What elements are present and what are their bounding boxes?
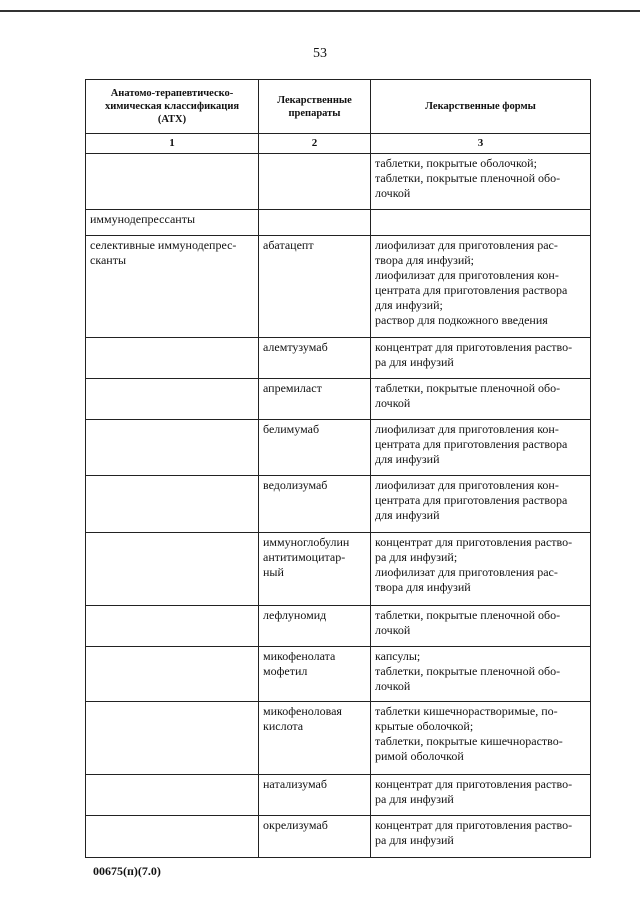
form-line: центрата для приготовления раствора xyxy=(375,283,568,297)
header-number-3: 3 xyxy=(371,134,591,154)
form-line: центрата для приготовления раствора xyxy=(375,437,568,451)
form-line: лиофилизат для приготовления рас- xyxy=(375,238,558,252)
header-number-1: 1 xyxy=(86,134,259,154)
form-line: таблетки, покрытые оболочкой; xyxy=(375,156,537,170)
form-line: лочкой xyxy=(375,186,411,200)
forms-cell xyxy=(371,647,591,702)
forms-cell xyxy=(371,154,591,210)
header-forms: Лекарственные формы xyxy=(371,80,591,134)
atc-cell xyxy=(86,533,259,606)
form-line: центрата для приготовления раствора xyxy=(375,493,568,507)
form-line: таблетки, покрытые пленочной обо- xyxy=(375,381,561,395)
form-line: таблетки, покрытые пленочной обо- xyxy=(375,608,561,622)
drug-cell: микофеноловая кислота xyxy=(259,702,371,775)
drug-cell xyxy=(259,210,371,236)
table-row xyxy=(86,379,591,420)
forms-cell xyxy=(371,702,591,775)
form-line: капсулы; xyxy=(375,649,421,663)
form-line: концентрат для приготовления раство- xyxy=(375,777,573,791)
form-line: твора для инфузий xyxy=(375,580,471,594)
drug-cell: алемтузумаб xyxy=(259,338,371,379)
forms-cell xyxy=(371,379,591,420)
atc-cell xyxy=(86,775,259,816)
form-line: концентрат для приготовления раство- xyxy=(375,818,573,832)
form-line: ра для инфузий xyxy=(375,833,454,847)
table-row xyxy=(86,702,591,775)
header-number-row xyxy=(86,134,591,154)
form-line: таблетки, покрытые кишечнораство- xyxy=(375,734,563,748)
forms-cell xyxy=(371,236,591,338)
atc-cell xyxy=(86,338,259,379)
atc-cell xyxy=(86,420,259,476)
atc-cell xyxy=(86,702,259,775)
table-row xyxy=(86,606,591,647)
table-row xyxy=(86,210,591,236)
forms-cell xyxy=(371,476,591,533)
form-line: таблетки кишечнорастворимые, по- xyxy=(375,704,558,718)
form-line: лочкой xyxy=(375,623,411,637)
form-line: лиофилизат для приготовления кон- xyxy=(375,478,559,492)
drug-cell xyxy=(259,154,371,210)
form-line: для инфузий xyxy=(375,508,440,522)
table-row xyxy=(86,647,591,702)
forms-cell xyxy=(371,606,591,647)
forms-cell xyxy=(371,338,591,379)
drug-cell: абатацепт xyxy=(259,236,371,338)
form-line: таблетки, покрытые пленочной обо- xyxy=(375,664,561,678)
form-line: лиофилизат для приготовления кон- xyxy=(375,268,559,282)
form-line: концентрат для приготовления раство- xyxy=(375,535,573,549)
atc-cell: иммунодепрессанты xyxy=(86,210,259,236)
table-row xyxy=(86,338,591,379)
form-line: твора для инфузий; xyxy=(375,253,475,267)
form-line: ра для инфузий; xyxy=(375,550,458,564)
atc-cell xyxy=(86,379,259,420)
header-number-2: 2 xyxy=(259,134,371,154)
form-line: ра для инфузий xyxy=(375,792,454,806)
form-line: таблетки, покрытые пленочной обо- xyxy=(375,171,561,185)
drug-cell: иммуноглобулин антитимоцитар-ный xyxy=(259,533,371,606)
forms-cell xyxy=(371,210,591,236)
table-row xyxy=(86,775,591,816)
table-row xyxy=(86,420,591,476)
drug-cell: окрелизумаб xyxy=(259,816,371,858)
form-line: лиофилизат для приготовления рас- xyxy=(375,565,558,579)
drug-cell: микофенолата мофетил xyxy=(259,647,371,702)
drug-cell: ведолизумаб xyxy=(259,476,371,533)
drug-cell: апремиласт xyxy=(259,379,371,420)
table-row xyxy=(86,236,591,338)
table-body xyxy=(86,154,591,858)
table-row xyxy=(86,816,591,858)
drug-cell: белимумаб xyxy=(259,420,371,476)
drug-cell: натализумаб xyxy=(259,775,371,816)
atc-cell: селективные иммунодепрес-сканты xyxy=(86,236,259,338)
atc-cell xyxy=(86,476,259,533)
forms-cell xyxy=(371,775,591,816)
form-line: ра для инфузий xyxy=(375,355,454,369)
form-line: лочкой xyxy=(375,396,411,410)
form-line: концентрат для приготовления раство- xyxy=(375,340,573,354)
form-line: лиофилизат для приготовления кон- xyxy=(375,422,559,436)
header-row xyxy=(86,80,591,134)
drug-cell: лефлуномид xyxy=(259,606,371,647)
form-line: для инфузий; xyxy=(375,298,443,312)
form-line: римой оболочкой xyxy=(375,749,464,763)
header-drugs: Лекарственные препараты xyxy=(259,80,371,134)
table-row xyxy=(86,476,591,533)
form-line: крытые оболочкой; xyxy=(375,719,474,733)
forms-cell xyxy=(371,420,591,476)
table-row xyxy=(86,154,591,210)
atc-cell xyxy=(86,816,259,858)
drug-table xyxy=(85,79,591,858)
atc-cell xyxy=(86,647,259,702)
top-rule xyxy=(0,10,640,12)
page-number: 53 xyxy=(313,46,327,61)
table-row xyxy=(86,533,591,606)
forms-cell xyxy=(371,816,591,858)
footer-code: 00675(п)(7.0) xyxy=(93,864,161,878)
header-atc: Анатомо-терапевтическо-химическая классификация (АТХ) xyxy=(86,80,259,134)
form-line: лочкой xyxy=(375,679,411,693)
form-line: раствор для подкожного введения xyxy=(375,313,548,327)
atc-cell xyxy=(86,154,259,210)
atc-cell xyxy=(86,606,259,647)
form-line: для инфузий xyxy=(375,452,440,466)
forms-cell xyxy=(371,533,591,606)
